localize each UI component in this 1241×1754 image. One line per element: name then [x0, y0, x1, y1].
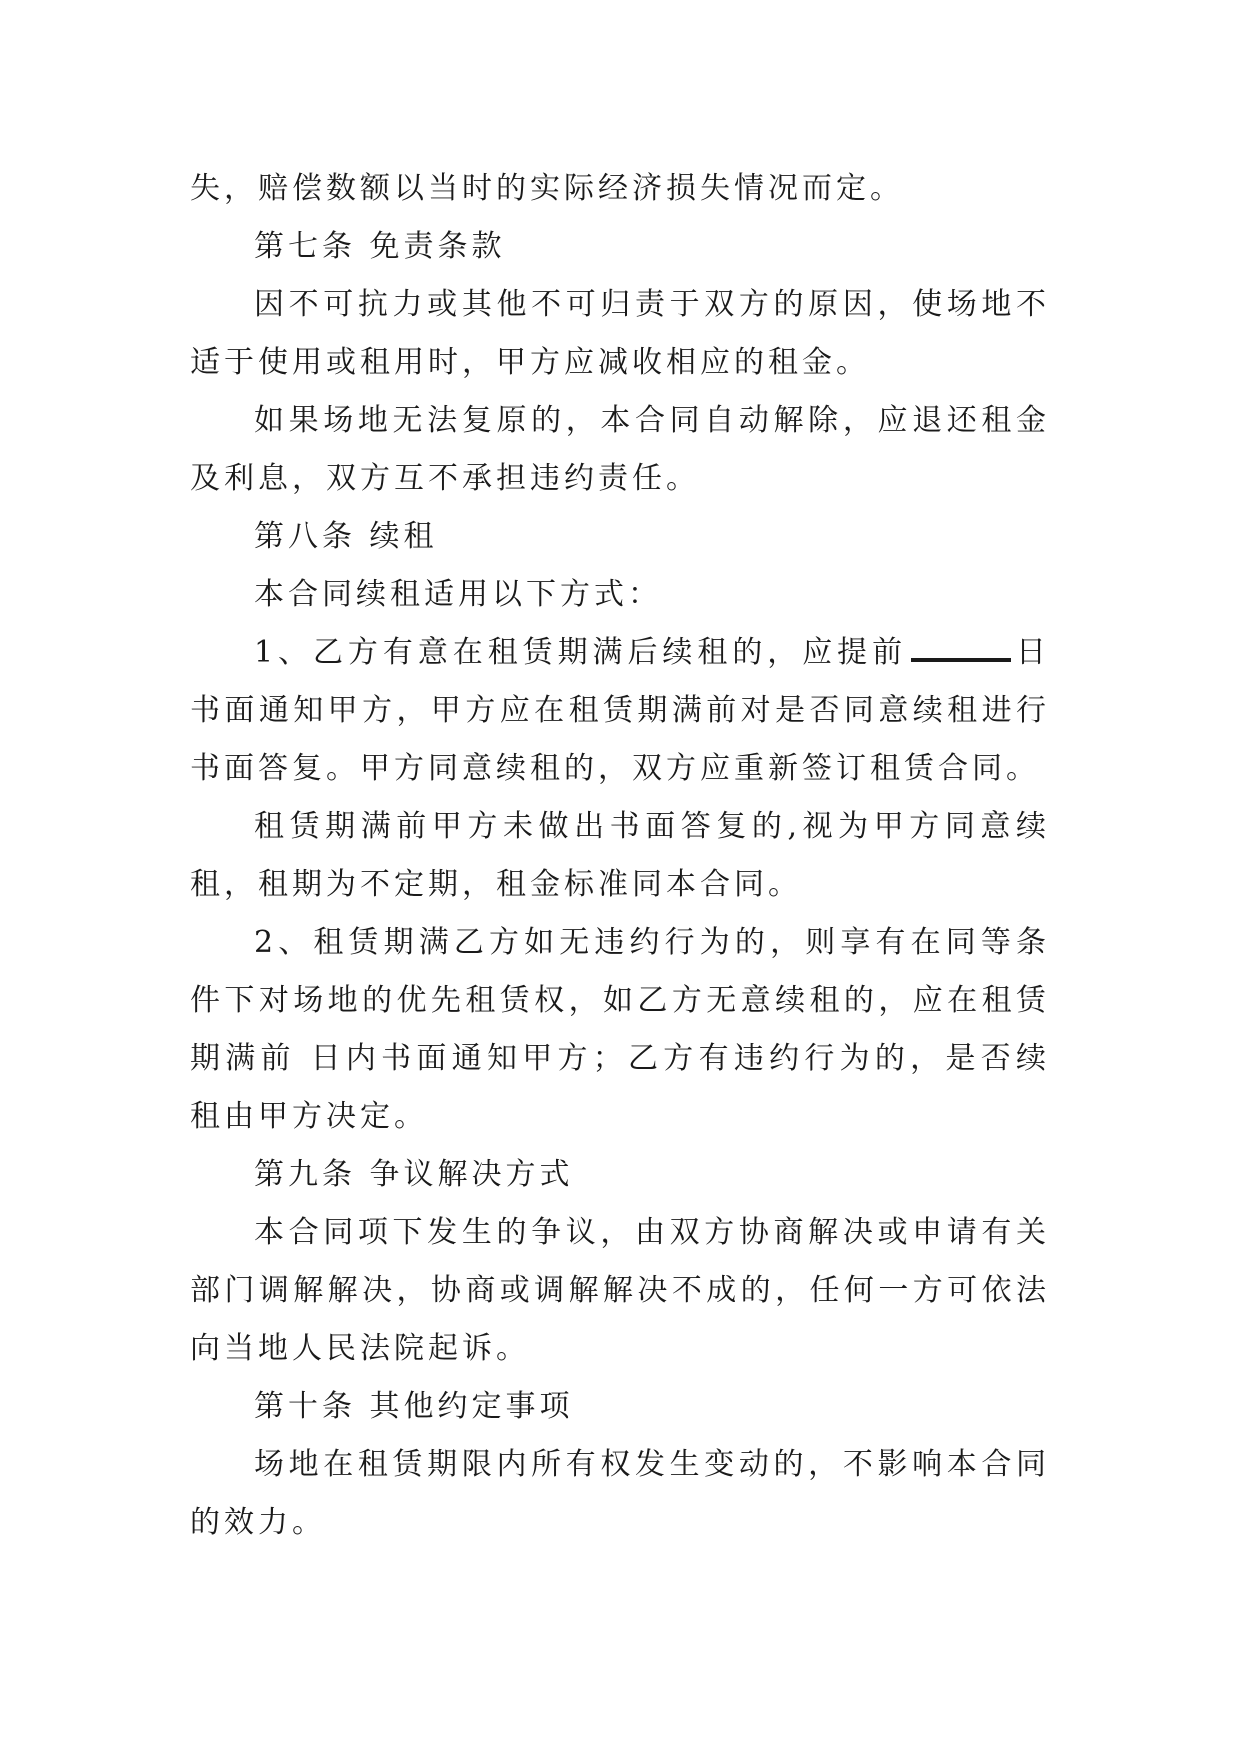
paragraph-force-majeure: 因不可抗力或其他不可归责于双方的原因，使场地不适于使用或租用时，甲方应减收相应的租金。	[190, 287, 1050, 380]
article-7-heading: 第七条 免责条款	[254, 229, 506, 264]
renewal-1-text-before: 1、乙方有意在租赁期满后续租的，应提前	[254, 635, 908, 670]
paragraph-no-reply: 租赁期满前甲方未做出书面答复的,视为甲方同意续租，租期为不定期，租金标准同本合同。	[190, 809, 1050, 902]
article-8-heading: 第八条 续租	[254, 519, 438, 554]
document-body	[190, 160, 1050, 1552]
fill-in-blank	[911, 634, 1011, 662]
article-9-heading: 第九条 争议解决方式	[254, 1157, 574, 1192]
paragraph-renewal-1	[190, 624, 1050, 798]
paragraph-dispute: 本合同项下发生的争议，由双方协商解决或申请有关部门调解解决，协商或调解解决不成的，任何一方可依法向当地人民法院起诉。	[190, 1215, 1050, 1366]
paragraph-continuation: 失，赔偿数额以当时的实际经济损失情况而定。	[190, 171, 904, 206]
paragraph-ownership-change: 场地在租赁期限内所有权发生变动的，不影响本合同的效力。	[190, 1447, 1050, 1540]
paragraph-renewal-2: 2、租赁期满乙方如无违约行为的，则享有在同等条件下对场地的优先租赁权，如乙方无意续租的，应在租赁期满前 日内书面通知甲方；乙方有违约行为的，是否续租由甲方决定。	[190, 925, 1050, 1134]
renewal-1-text-after: 日书面通知甲方，甲方应在租赁期满前对是否同意续租进行书面答复。甲方同意续租的，双方应重新签订租赁合同。	[190, 635, 1051, 786]
paragraph-renewal-intro: 本合同续租适用以下方式：	[254, 577, 662, 612]
paragraph-termination: 如果场地无法复原的，本合同自动解除，应退还租金及利息，双方互不承担违约责任。	[190, 403, 1050, 496]
article-10-heading: 第十条 其他约定事项	[254, 1389, 574, 1424]
